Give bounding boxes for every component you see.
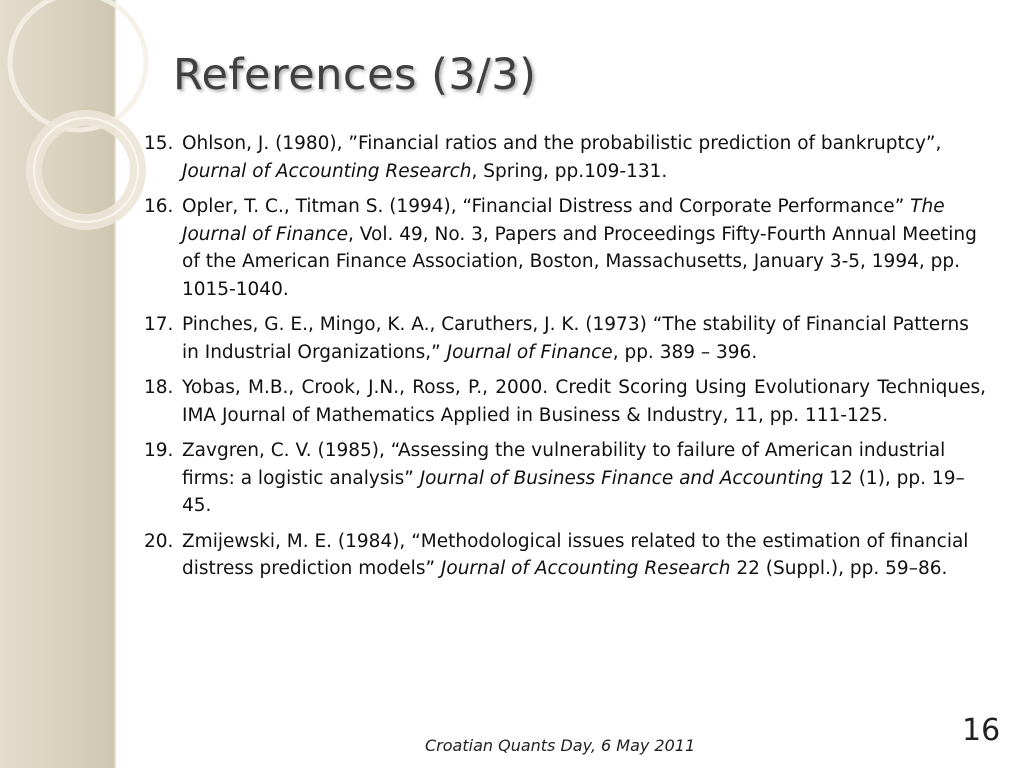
reference-list <box>144 130 986 591</box>
reference-item <box>144 374 986 429</box>
reference-text-segment: , Spring, pp.109-131. <box>471 160 668 182</box>
journal-name: Journal of Business Finance and Accounting <box>419 467 824 489</box>
reference-item <box>144 193 986 303</box>
reference-item <box>144 437 986 520</box>
slide-title: References (3/3) <box>173 50 537 100</box>
reference-text-segment: Opler, T. C., Titman S. (1994), “Financial Distress and Corporate Performance” <box>182 196 911 217</box>
reference-number: 20. <box>144 530 174 552</box>
reference-text-segment: Zmijewski, M. E. (1984), “Methodological issues related to the estimation of financial distress prediction models” <box>182 530 969 579</box>
reference-text-segment: 12 (1), pp. 19–45. <box>182 467 965 516</box>
reference-text-segment: Pinches, G. E., Mingo, K. A., Caruthers, J. K. (1973) “The stability of Financial Patterns in Industrial Organizations,” <box>182 314 969 363</box>
reference-number: 19. <box>144 440 174 461</box>
reference-number: 17. <box>144 314 174 335</box>
reference-text <box>182 130 986 185</box>
journal-name: Journal of Finance <box>446 341 613 363</box>
reference-text-segment: Zavgren, C. V. (1985), “Assessing the vulnerability to failure of American industrial firms: a logistic analysis” <box>182 440 946 489</box>
reference-text-segment: Yobas, M.B., Crook, J.N., Ross, P., 2000. Credit Scoring Using Evolutionary Techniques, IMA Journal of Mathematics Applied in Business & Industry, 11, pp. 111-125. <box>182 377 986 426</box>
slide-footer: Croatian Quants Day, 6 May 2011 <box>425 736 696 755</box>
journal-name: Journal of Accounting Research <box>440 558 731 579</box>
reference-text <box>182 374 986 429</box>
reference-text-segment: , Vol. 49, No. 3, Papers and Proceedings Fifty-Fourth Annual Meeting of the American Finance Association, Boston, Massachusetts, January 3-5, 1994, pp. 1015-1040. <box>182 223 977 300</box>
reference-text-segment: 22 (Suppl.), pp. 59–86. <box>730 558 948 579</box>
reference-number: 18. <box>144 377 174 398</box>
reference-item <box>144 528 986 583</box>
reference-number: 15. <box>144 133 174 154</box>
reference-text-segment: Ohlson, J. (1980), ”Financial ratios and the probabilistic prediction of bankruptcy”, <box>182 133 942 154</box>
reference-text <box>182 311 986 366</box>
reference-text <box>182 193 986 303</box>
decorative-circles-graphic <box>0 0 160 260</box>
reference-text-segment: , pp. 389 – 396. <box>612 341 758 363</box>
journal-name: Journal of Accounting Research <box>182 160 472 182</box>
reference-item <box>144 311 986 366</box>
reference-number: 16. <box>144 196 174 217</box>
journal-name: The Journal of Finance <box>182 196 945 245</box>
reference-text <box>182 528 986 583</box>
reference-item <box>144 130 986 185</box>
page-number: 16 <box>962 713 1001 748</box>
reference-text <box>182 437 986 520</box>
